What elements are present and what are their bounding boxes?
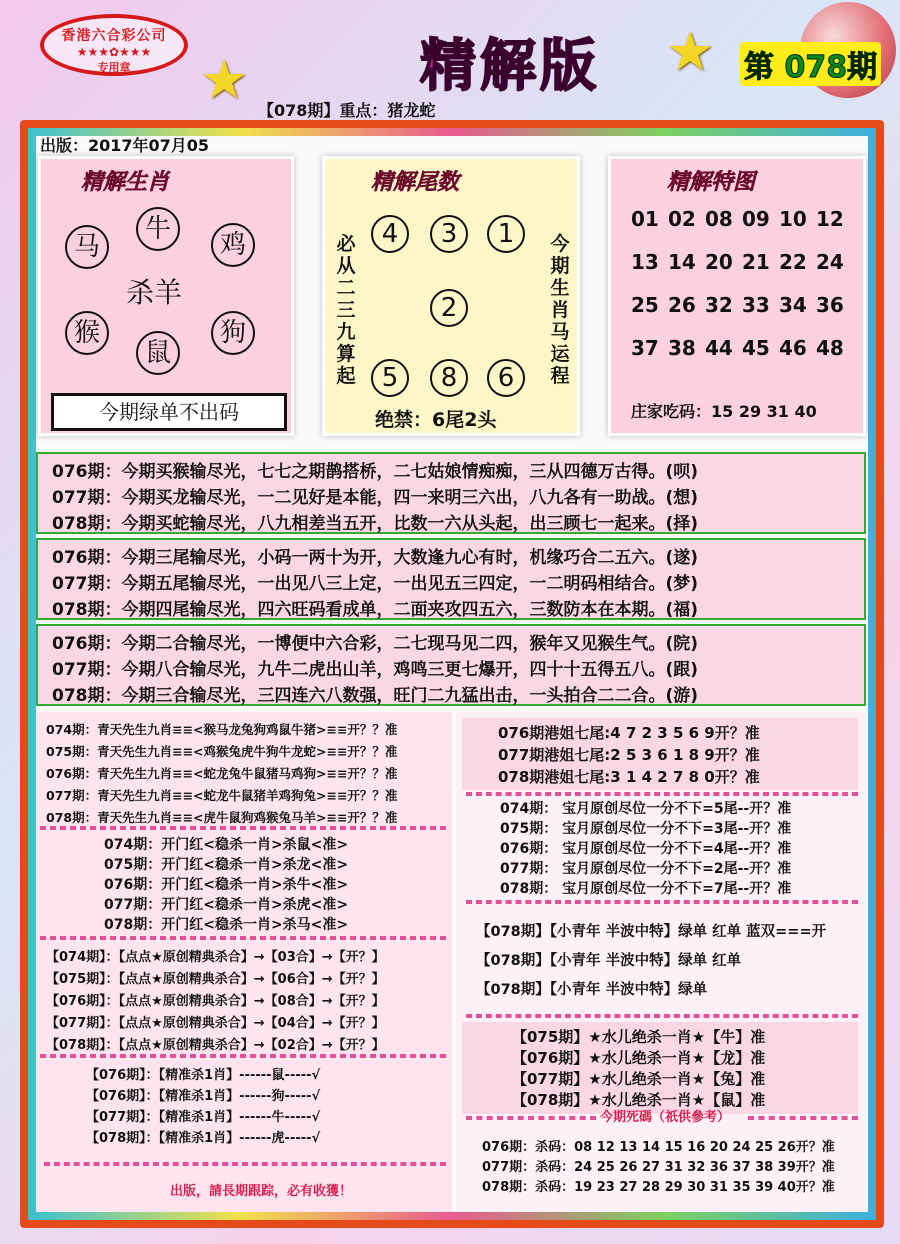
points-line: 【074期】：【点点★原创精典杀合】→【03合】→【开？】 (46, 950, 385, 965)
green-note: 今期绿单不出码 (51, 393, 287, 431)
door-line: 074期：开门红<稳杀一肖>杀鼠<准> (104, 837, 349, 853)
baoyue-line: 076期： 宝月原创尽位一分不下=4尾--开？准 (500, 841, 792, 857)
separator (748, 1116, 858, 1120)
separator (44, 1162, 446, 1166)
points-line: 【078期】：【点点★原创精典杀合】→【02合】→【开？】 (46, 1038, 385, 1053)
precise-line: 【076期】：【精准杀1肖】------鼠-----√ (86, 1068, 321, 1083)
water-line: 【075期】★水儿绝杀一肖★【牛】准 (512, 1028, 766, 1046)
dead-line: 076期：杀码：08 12 13 14 15 16 20 24 25 26开？准 (482, 1140, 835, 1155)
nine-zodiac-line: 076期：青天先生九肖≡≡<蛇龙兔牛鼠猪马鸡狗>≡≡开？？准 (46, 766, 398, 781)
nine-zodiac-line: 075期：青天先生九肖≡≡<鸡猴兔虎牛狗牛龙蛇>≡≡开？？准 (46, 744, 398, 759)
precise-line: 【078期】：【精准杀1肖】------虎-----√ (86, 1131, 321, 1146)
special-number: 09 (742, 207, 770, 231)
water-line: 【076期】★水儿绝杀一肖★【龙】准 (512, 1049, 766, 1067)
special-number: 02 (668, 207, 696, 231)
seal-label: 专用章 (97, 61, 131, 74)
separator (40, 936, 446, 940)
separator (466, 792, 858, 796)
tail-left-vertical: 必从二三九算起 (336, 233, 356, 387)
zodiac-title: 精解生肖 (81, 170, 170, 195)
poem-line: 076期：今期二合输尽光，一博便中六合彩，二七现马见二四，猴年又见猴生气。(院) (52, 634, 699, 654)
sister-line: 076期港姐七尾:4 7 2 3 5 6 9开？准 (498, 724, 760, 742)
youth-line: 【078期】【小青年 半波中特】绿单 红单 蓝双===开 (476, 924, 827, 940)
zodiac-animal: 马 (65, 225, 109, 269)
special-number: 14 (668, 250, 696, 274)
separator (466, 1116, 596, 1120)
poem-line: 078期：今期三合输尽光，三四连六八数强，旺门二九猛出击，一头拍合二二合。(游) (52, 686, 699, 706)
separator (40, 826, 446, 830)
special-number: 20 (705, 250, 733, 274)
youth-line: 【078期】【小青年 半波中特】绿单 红单 (476, 953, 742, 969)
tail-digit: 2 (430, 289, 468, 327)
special-number: 25 (631, 293, 659, 317)
dead-title: 今期死碼（祇供參考） (600, 1110, 731, 1125)
poem-line: 077期：今期八合输尽光，九牛二虎出山羊，鸡鸣三更七爆开，四十十五得五八。(跟) (52, 660, 699, 680)
separator (466, 900, 858, 904)
poem-line: 076期：今期买猴输尽光，七七之期鹊搭桥，二七姑娘情痴痴，三从四德万古得。(呗) (52, 462, 699, 482)
sister-line: 077期港姐七尾:2 5 3 6 1 8 9开？准 (498, 746, 760, 764)
youth-line: 【078期】【小青年 半波中特】绿单 (476, 982, 708, 998)
tail-digit: 1 (487, 215, 525, 253)
special-number: 33 (742, 293, 770, 317)
tail-digit: 3 (430, 215, 468, 253)
zodiac-animal: 猴 (65, 311, 109, 355)
zodiac-animal: 鸡 (211, 223, 255, 267)
special-panel (608, 156, 866, 436)
water-line: 【077期】★水儿绝杀一肖★【兔】准 (512, 1070, 766, 1088)
points-line: 【075期】：【点点★原创精典杀合】→【06合】→【开？】 (46, 972, 385, 987)
seal-text: 香港六合彩公司 (61, 28, 167, 44)
issue-number: 第 078期 (740, 42, 881, 86)
door-line: 078期：开门红<稳杀一肖>杀马<准> (104, 917, 349, 933)
separator (40, 1054, 446, 1058)
special-number: 21 (742, 250, 770, 274)
poem-line: 078期：今期四尾输尽光，四六旺码看成单，二面夹攻四五六，三数防本在本期。(福) (52, 600, 699, 620)
zodiac-animal: 狗 (211, 311, 255, 355)
special-number: 44 (705, 336, 733, 360)
separator (466, 1014, 858, 1018)
tail-digit: 4 (371, 215, 409, 253)
tail-digit: 6 (487, 359, 525, 397)
special-number: 26 (668, 293, 696, 317)
seal-stars: ★★★✿★★★ (76, 45, 152, 59)
poem-line: 076期：今期三尾输尽光，小码一两十为开，大数逢九心有时，机缘巧合二五六。(遂) (52, 548, 699, 568)
publish-date: 出版：2017年07月05 (40, 136, 210, 155)
baoyue-line: 074期： 宝月原创尽位一分不下=5尾--开？准 (500, 801, 792, 817)
door-line: 076期：开门红<稳杀一肖>杀牛<准> (104, 877, 349, 893)
star-icon: ★ (200, 48, 249, 111)
sister-line: 078期港姐七尾:3 1 4 2 7 8 0开？准 (498, 768, 760, 786)
special-number: 34 (779, 293, 807, 317)
special-number: 36 (816, 293, 844, 317)
footer-note: 出版，請長期跟踪，必有收獲！ (170, 1184, 353, 1199)
special-number: 38 (668, 336, 696, 360)
special-number: 46 (779, 336, 807, 360)
special-number: 32 (705, 293, 733, 317)
company-seal (40, 14, 188, 76)
door-line: 077期：开门红<稳杀一肖>杀虎<准> (104, 897, 349, 913)
special-number: 12 (816, 207, 844, 231)
special-number: 48 (816, 336, 844, 360)
special-number: 01 (631, 207, 659, 231)
nine-zodiac-line: 074期：青天先生九肖≡≡<猴马龙兔狗鸡鼠牛猪>≡≡开？？准 (46, 722, 398, 737)
precise-line: 【076期】：【精准杀1肖】------狗-----√ (86, 1089, 321, 1104)
zodiac-animal: 鼠 (136, 331, 180, 375)
tail-panel (322, 156, 580, 436)
poem-line: 077期：今期五尾输尽光，一出见八三上定，一出见五三四定，一二明码相结合。(梦) (52, 574, 699, 594)
poem-line: 077期：今期买龙输尽光，一二见好是本能，四一来明三六出，八九各有一助战。(想) (52, 488, 699, 508)
points-line: 【076期】：【点点★原创精典杀合】→【08合】→【开？】 (46, 994, 385, 1009)
zodiac-animal: 牛 (136, 207, 180, 251)
tail-title: 精解尾数 (371, 170, 460, 195)
baoyue-line: 077期： 宝月原创尽位一分不下=2尾--开？准 (500, 861, 792, 877)
special-number: 08 (705, 207, 733, 231)
zodiac-panel (38, 156, 294, 436)
special-number: 10 (779, 207, 807, 231)
special-title: 精解特图 (667, 170, 756, 195)
precise-line: 【077期】：【精准杀1肖】------牛-----√ (86, 1110, 321, 1125)
kill-zodiac: 杀羊 (126, 276, 183, 309)
forbid-text: 绝禁：6尾2头 (375, 409, 497, 431)
special-number: 22 (779, 250, 807, 274)
door-line: 075期：开门红<稳杀一肖>杀龙<准> (104, 857, 349, 873)
baoyue-line: 075期： 宝月原创尽位一分不下=3尾--开？准 (500, 821, 792, 837)
nine-zodiac-line: 078期：青天先生九肖≡≡<虎牛鼠狗鸡猴兔马羊>≡≡开？？准 (46, 810, 398, 825)
nine-zodiac-line: 077期：青天先生九肖≡≡<蛇龙牛鼠猪羊鸡狗兔>≡≡开？？准 (46, 788, 398, 803)
baoyue-line: 078期： 宝月原创尽位一分不下=7尾--开？准 (500, 881, 792, 897)
poem-line: 078期：今期买蛇输尽光，八九相差当五开，比数一六从头起，出三顾七一起来。(择) (52, 514, 699, 534)
special-number: 24 (816, 250, 844, 274)
page-title: 精解版 (420, 34, 600, 99)
tail-digit: 8 (430, 359, 468, 397)
tail-right-vertical: 今期生肖马运程 (550, 233, 570, 387)
special-number: 13 (631, 250, 659, 274)
special-number: 45 (742, 336, 770, 360)
tail-digit: 5 (371, 359, 409, 397)
banker-numbers: 庄家吃码：15 29 31 40 (631, 402, 817, 421)
star-icon: ★ (666, 20, 715, 83)
focus-text: 【078期】重点：猪龙蛇 (258, 101, 436, 120)
points-line: 【077期】：【点点★原创精典杀合】→【04合】→【开？】 (46, 1016, 385, 1031)
dead-line: 077期：杀码：24 25 26 27 31 32 36 37 38 39开？准 (482, 1160, 835, 1175)
special-number: 37 (631, 336, 659, 360)
dead-line: 078期：杀码：19 23 27 28 29 30 31 35 39 40开？准 (482, 1180, 835, 1195)
water-line: 【078期】★水儿绝杀一肖★【鼠】准 (512, 1091, 766, 1109)
